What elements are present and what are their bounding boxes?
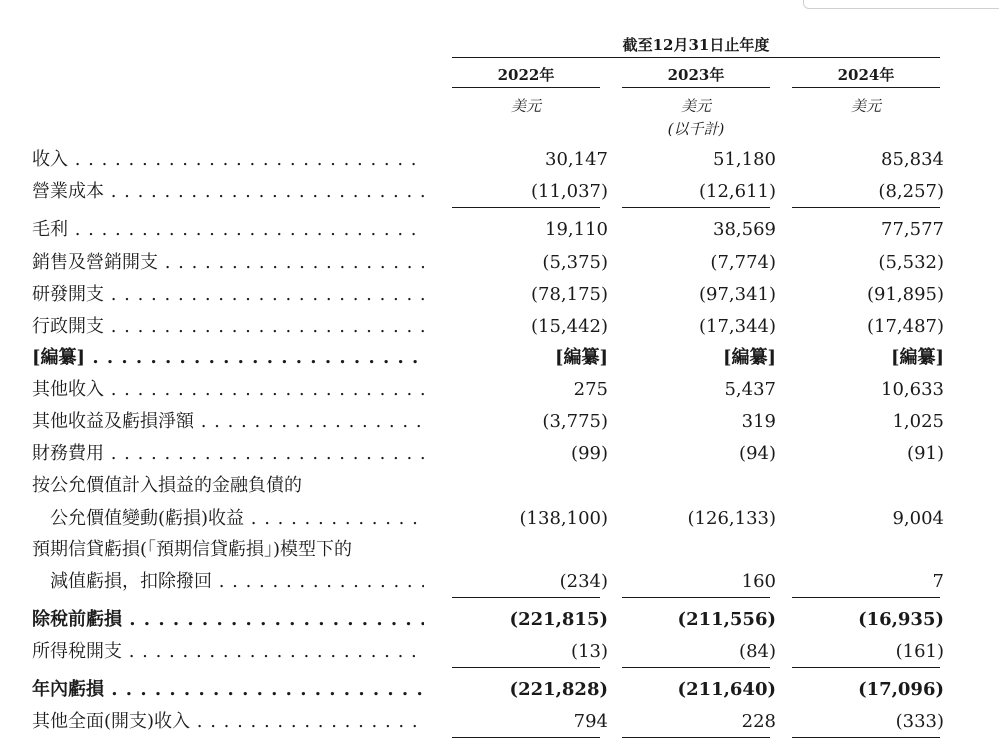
value-2024: (8,257)	[878, 181, 944, 202]
value-2023: 228	[741, 711, 776, 732]
bottom-rule	[622, 737, 770, 738]
value-2022: (15,442)	[530, 316, 608, 337]
table-row	[32, 570, 952, 594]
subtotal-rule	[792, 597, 940, 598]
value-2024: [編纂]	[890, 347, 944, 368]
period-rule	[452, 57, 940, 58]
value-2022: (138,100)	[519, 508, 608, 529]
value-2023: 319	[741, 411, 776, 432]
table-row	[32, 710, 952, 734]
value-2023: (97,341)	[698, 284, 776, 305]
table-row	[32, 678, 952, 702]
value-2022: (11,037)	[530, 181, 608, 202]
row-label: 其他全面(開支)收入 . . .	[32, 710, 424, 734]
subtotal-rule	[622, 207, 770, 208]
value-2024: 10,633	[881, 379, 944, 400]
value-2024: (161)	[895, 641, 944, 662]
value-2022: 794	[573, 711, 608, 732]
subtotal-rule	[792, 667, 940, 668]
unit-label: 美元	[850, 97, 881, 115]
year-label: 2024年	[837, 66, 895, 84]
value-2022: [編纂]	[554, 347, 608, 368]
table-row	[32, 474, 952, 498]
row-label: 行政開支 . . .	[32, 315, 424, 339]
value-2022: (5,375)	[542, 252, 608, 273]
table-row	[32, 148, 952, 172]
value-2024: 77,577	[881, 219, 944, 240]
value-2024: 9,004	[892, 508, 944, 529]
table-row	[32, 378, 952, 402]
value-2023: (126,133)	[687, 508, 776, 529]
value-2022: 30,147	[545, 149, 608, 170]
column-2023	[622, 64, 770, 85]
row-label: 所得稅開支 . . .	[32, 640, 424, 664]
row-label: 除稅前虧損 . . .	[32, 608, 424, 632]
row-label: [編纂] . . .	[32, 346, 424, 370]
table-row	[32, 608, 952, 632]
row-label: 其他收益及虧損淨額 . . .	[32, 410, 424, 434]
row-label: 收入 . . .	[32, 148, 424, 172]
value-2022: (13)	[571, 641, 608, 662]
year-rule	[452, 87, 600, 88]
table-row	[32, 218, 952, 242]
table-row	[32, 315, 952, 339]
value-2024: (333)	[895, 711, 944, 732]
subtotal-rule	[452, 667, 600, 668]
value-2022: 275	[573, 379, 608, 400]
subtotal-rule	[792, 207, 940, 208]
value-2022: (221,828)	[509, 679, 608, 700]
table-row	[32, 251, 952, 275]
table-row	[32, 640, 952, 664]
column-2022	[452, 64, 600, 85]
value-2023: 5,437	[724, 379, 776, 400]
value-2024: (17,487)	[866, 316, 944, 337]
table-row	[32, 442, 952, 466]
value-2024: 1,025	[892, 411, 944, 432]
period-title: 截至12月31日止年度	[622, 36, 770, 54]
value-2022: (234)	[559, 571, 608, 592]
year-rule	[622, 87, 770, 88]
year-label: 2023年	[667, 66, 725, 84]
row-label: 公允價值變動(虧損)收益 . . .	[50, 507, 424, 531]
table-row	[32, 346, 952, 370]
value-2022: (3,775)	[542, 411, 608, 432]
value-2024: 7	[932, 571, 944, 592]
row-label: 減值虧損，扣除撥回 . . .	[50, 570, 424, 594]
value-2024: (16,935)	[858, 609, 944, 630]
subtotal-rule	[622, 667, 770, 668]
subtotal-rule	[452, 207, 600, 208]
value-2023: 160	[741, 571, 776, 592]
row-label: 財務費用 . . .	[32, 442, 424, 466]
value-2023: [編纂]	[722, 347, 776, 368]
bottom-rule	[452, 737, 600, 738]
value-2023: (84)	[739, 641, 776, 662]
unit-note: (以千計)	[667, 120, 725, 138]
value-2023: (12,611)	[698, 181, 776, 202]
value-2023: 51,180	[713, 149, 776, 170]
table-row	[32, 507, 952, 531]
table-row	[32, 180, 952, 204]
row-label: 銷售及營銷開支 . . .	[32, 251, 424, 275]
table-row	[32, 410, 952, 434]
table-row	[32, 283, 952, 307]
row-label: 預期信貸虧損(「預期信貸虧損」)模型下的	[32, 539, 353, 560]
value-2024: 85,834	[881, 149, 944, 170]
value-2024: (17,096)	[858, 679, 944, 700]
value-2022: 19,110	[545, 219, 608, 240]
subtotal-rule	[452, 597, 600, 598]
value-2024: (91)	[907, 443, 944, 464]
column-2024	[792, 64, 940, 85]
row-label: 研發開支 . . .	[32, 283, 424, 307]
value-2023: (94)	[739, 443, 776, 464]
corner-frame	[803, 0, 999, 9]
value-2022: (221,815)	[509, 609, 608, 630]
unit-label: 美元	[680, 97, 711, 115]
value-2023: (17,344)	[698, 316, 776, 337]
year-label: 2022年	[497, 66, 555, 84]
row-label: 年內虧損 . . .	[32, 678, 424, 702]
row-label: 其他收入 . . .	[32, 378, 424, 402]
row-label: 按公允價值計入損益的金融負債的	[32, 475, 302, 496]
row-label: 毛利 . . .	[32, 218, 424, 242]
value-2024: (91,895)	[866, 284, 944, 305]
value-2023: 38,569	[713, 219, 776, 240]
value-2024: (5,532)	[878, 252, 944, 273]
value-2023: (7,774)	[710, 252, 776, 273]
value-2023: (211,640)	[677, 679, 776, 700]
bottom-rule	[792, 737, 940, 738]
value-2023: (211,556)	[677, 609, 776, 630]
row-label: 營業成本 . . .	[32, 180, 424, 204]
value-2022: (78,175)	[530, 284, 608, 305]
year-rule	[792, 87, 940, 88]
table-row	[32, 538, 952, 562]
unit-label: 美元	[510, 97, 541, 115]
value-2022: (99)	[571, 443, 608, 464]
subtotal-rule	[622, 597, 770, 598]
